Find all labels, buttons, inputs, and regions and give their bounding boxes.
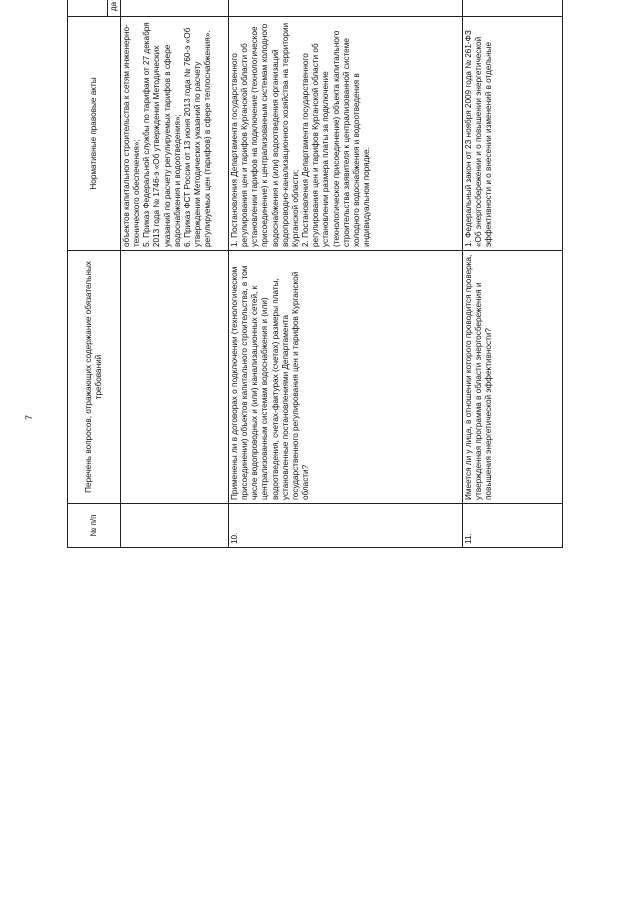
row-question (120, 251, 228, 504)
act-item: 1. Федеральный закон от 23 ноября 2009 года № 261-ФЗ «Об энергосбережении и о повышении энергетической эффективности и о внесении изменений в отдельные (463, 30, 494, 247)
table-row (120, 0, 228, 548)
act-item: 1. Постановления Департамента государственного регулирования цен и тарифов Курганской области об установлении тарифов на подключение (технологическое присоединение) к централизованным системам холодного водоснабжения и (или) водоотведения организаций водопроводно-канализационного хозяйства на территории Курганской области; (229, 22, 300, 247)
row-num (120, 504, 228, 548)
row-question: Имеется ли у лица, в отношении которого проводится проверка, утвержденная программа в области энергосбережения и повышения энергетической эффективности? (462, 251, 562, 504)
header-num: № п/п (68, 504, 121, 548)
header-questions: Перечень вопросов, отражающих содержание обязательных требований (68, 251, 121, 504)
row-acts (462, 17, 562, 251)
header-acts: Нормативные правовые акты (68, 17, 121, 251)
row-acts (120, 17, 228, 251)
header-yes: да (108, 0, 121, 17)
page-number: 7 (24, 414, 34, 420)
act-item: 2. Постановления Департамента государственного регулирования цен и тарифов Курганской области об установлении размера платы за подключение (технологическое присоединение) объекта капитального строительства заявителя к централизованной системе холодного водоснабжения и водоотведения в индивидуальном порядке. (301, 30, 372, 247)
header-conclusion (68, 0, 108, 17)
act-item: 6. Приказ ФСТ России от 13 июня 2013 года № 760-э «Об утверждении Методических указаний по расчету регулируемых цен (тарифов) в сфере теплоснабжения». (182, 27, 213, 247)
rotated-page-content (67, 1, 640, 548)
row-acts (228, 17, 462, 251)
table-row (228, 0, 462, 548)
row-question: Применены ли в договорах о подключении (технологическом присоединении) объектов капитального строительства, в том числе водопроводных и (или) канализационных сетей, к централизованным системам водоснабжения и (или) водоотведения, счетах-фактурах (счетах) размеры платы, установленные постановлениями Департамента государственного регулирования цен и тарифов Курганской области? (228, 251, 462, 504)
cell-yes (120, 0, 228, 17)
table-header-row (68, 0, 108, 548)
table-row (462, 0, 562, 548)
cell-yes (228, 0, 462, 17)
cell-yes (462, 0, 562, 17)
act-item: 5. Приказ Федеральной службы по тарифам от 27 декабря 2013 года № 1746-э «Об утверждении Методических указаний по расчету регулируемых тарифов в сфере водоснабжения и водоотведения»; (142, 22, 182, 247)
act-item: объектов капитального строительства к сетям инженерно-технического обеспечения»; (121, 24, 142, 247)
row-num: 11. (462, 504, 562, 548)
row-num: 10. (228, 504, 462, 548)
requirements-table (67, 0, 563, 548)
